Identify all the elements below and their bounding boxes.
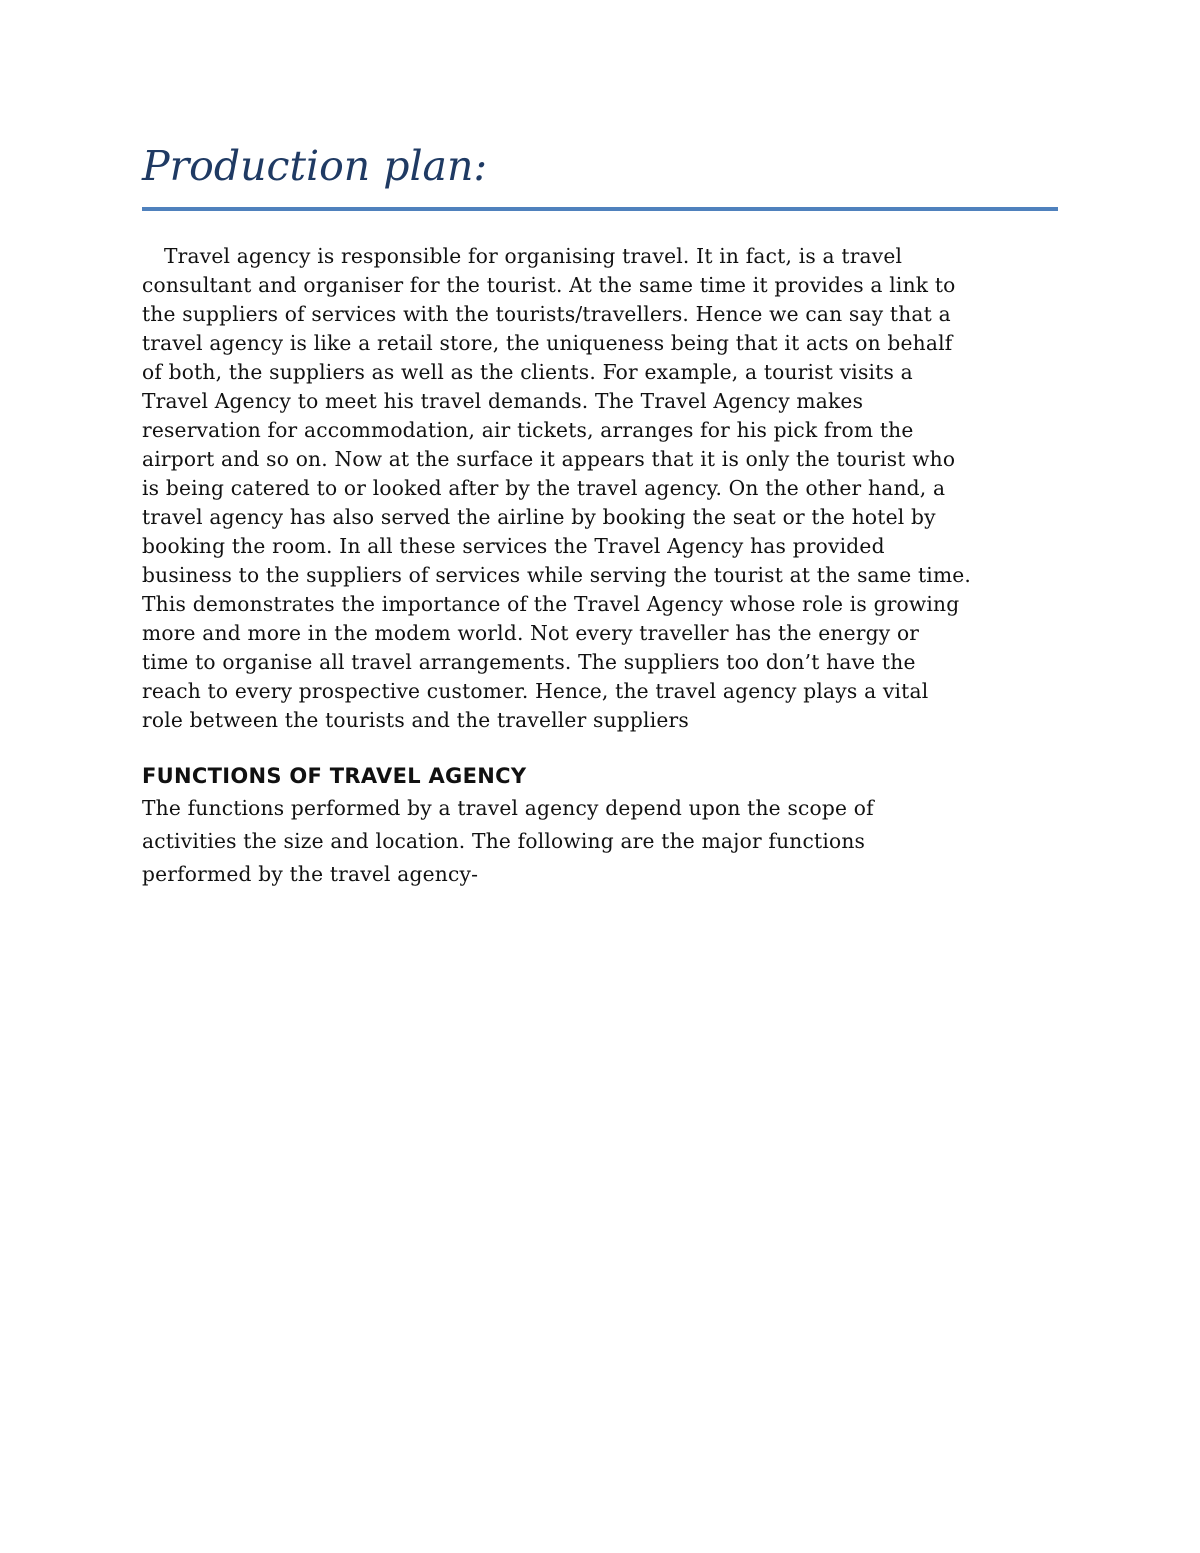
paragraph-line: This demonstrates the importance of the Travel Agency whose role is growing (142, 592, 960, 616)
paragraph-line: travel agency is like a retail store, the uniqueness being that it acts on behalf (142, 331, 953, 355)
paragraph-line: of both, the suppliers as well as the clients. For example, a tourist visits a (142, 360, 913, 384)
paragraph-line: role between the tourists and the traveller suppliers (142, 708, 689, 732)
paragraph-line: performed by the travel agency- (142, 862, 479, 886)
intro-paragraph (142, 242, 1062, 735)
paragraph-line: The functions performed by a travel agency depend upon the scope of (142, 796, 874, 820)
paragraph-line: the suppliers of services with the tourists/travellers. Hence we can say that a (142, 302, 951, 326)
paragraph-line: booking the room. In all these services the Travel Agency has provided (142, 534, 885, 558)
paragraph-line: Travel agency is responsible for organising travel. It in fact, is a travel (164, 244, 903, 268)
paragraph-line: Travel Agency to meet his travel demands. The Travel Agency makes (142, 389, 864, 413)
section-heading-functions: FUNCTIONS OF TRAVEL AGENCY (142, 764, 527, 788)
title-underline-rule (142, 207, 1058, 211)
paragraph-line: airport and so on. Now at the surface it appears that it is only the tourist who (142, 447, 956, 471)
paragraph-line: activities the size and location. The following are the major functions (142, 829, 866, 853)
paragraph-line: is being catered to or looked after by the travel agency. On the other hand, a (142, 476, 946, 500)
paragraph-line: reservation for accommodation, air tickets, arranges for his pick from the (142, 418, 914, 442)
paragraph-line: more and more in the modem world. Not every traveller has the energy or (142, 621, 920, 645)
paragraph-line: business to the suppliers of services while serving the tourist at the same time. (142, 563, 972, 587)
paragraph-line: consultant and organiser for the tourist. At the same time it provides a link to (142, 273, 956, 297)
functions-paragraph (142, 792, 1062, 891)
page-title: Production plan: (142, 142, 488, 190)
paragraph-line: reach to every prospective customer. Hence, the travel agency plays a vital (142, 679, 929, 703)
paragraph-line: time to organise all travel arrangements. The suppliers too don’t have the (142, 650, 916, 674)
paragraph-line: travel agency has also served the airline by booking the seat or the hotel by (142, 505, 936, 529)
